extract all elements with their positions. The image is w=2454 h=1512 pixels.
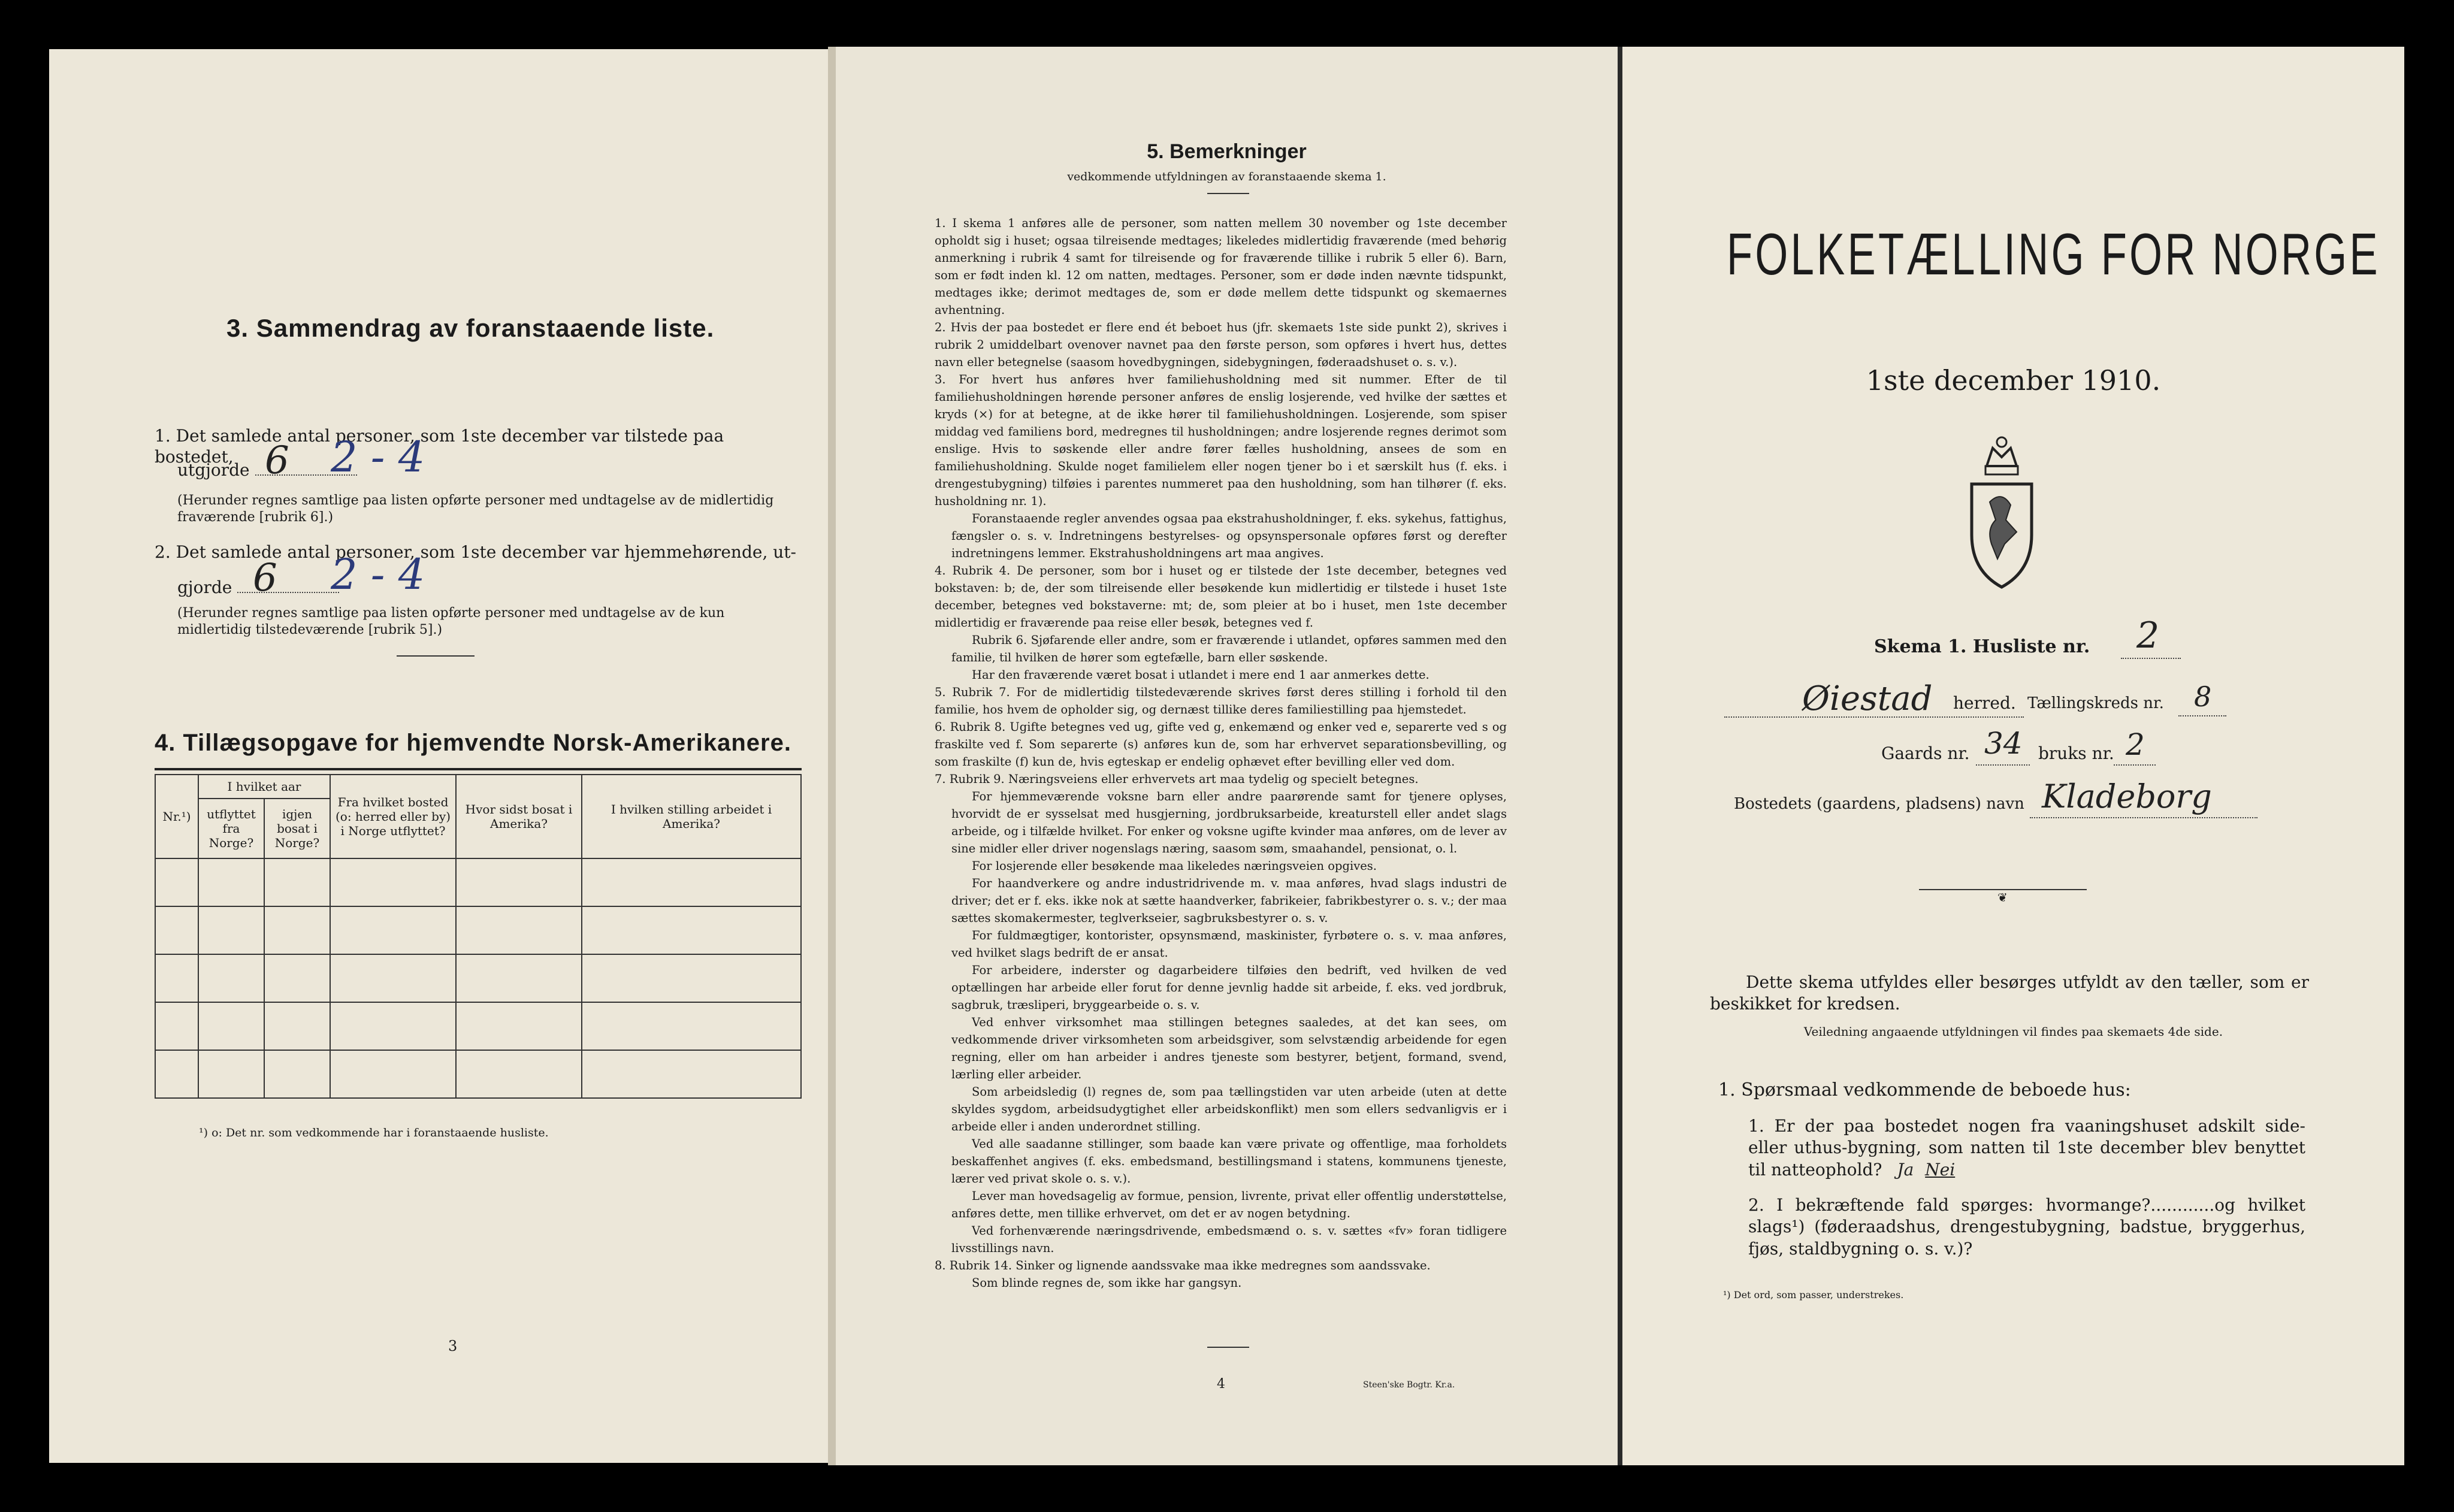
census-title: FOLKETÆLLING FOR NORGE — [1727, 221, 2380, 287]
remark-paragraph: 6. Rubrik 8. Ugifte betegnes ved ug, gifte ved g, enkemænd og enker ved e, separerte ved s og fraskilte ved f. Som separerte (s) anføres kun de, som har erhvervet separationsbevilling, og som fraskilte (f) kun de, hvis egteskap er endelig ophævet efter bevilling eller ved dom. — [935, 720, 1507, 769]
table-row — [155, 906, 801, 954]
table-footnote: ¹) o: Det nr. som vedkommende har i foranstaaende husliste. — [199, 1126, 549, 1139]
gaards-value: 34 — [1984, 726, 2023, 761]
item1-value: 6 — [265, 439, 289, 483]
item1-extra: 2 - 4 — [331, 433, 425, 482]
summary-item-2: 2. Det samlede antal personer, som 1ste december var hjemmehørende, ut- — [155, 542, 796, 562]
remark-paragraph: For arbeidere, inderster og dagarbeidere tilføies den bedrift, ved hvilken de ved optællingen har arbeide eller forut for denne jevnlig hadde sit arbeide, f. eks. ved jordbruk, sagbruk, træsliperi, bryggearbeide o. s. v. — [951, 963, 1507, 1012]
census-date: 1ste december 1910. — [1866, 364, 2161, 397]
herred-label: herred. — [1953, 693, 2016, 713]
remark-paragraph: 4. Rubrik 4. De personer, som bor i huset og er tilstede der 1ste december, betegnes ved bokstaven: b; de, der som tilreisende eller besøkende kun midlertidig er tilstede i huset 1ste december, betegnes ved bokstaverne: mt; de, som pleier at bo i huset, men 1ste december midlertidig er fraværende paa reise eller besøk, betegnes ved f. — [935, 564, 1507, 630]
remark-paragraph: For haandverkere og andre industridrivende m. v. maa anføres, hvad slags industri de driver; det er f. eks. ikke nok at sætte haandverker, fabrikeier, fabrikbestyrer o. s. v.; der maa sættes skomakermester, teglverkseier, sagbruksbestyrer o. s. v. — [951, 876, 1507, 925]
question-1-text: 1. Er der paa bostedet nogen fra vaaningshuset adskilt side- eller uthus-bygning, som natten til 1ste december blev benyttet til natteophold? — [1748, 1116, 2305, 1180]
remark-paragraph: Ved alle saadanne stillinger, som baade kan være private og offentlige, maa forholdets beskaffenhet angives (f. eks. embedsmand, bestillingsmand i statens, kommunens tjeneste, lærer ved privat skole o. s. v.). — [951, 1137, 1507, 1186]
remark-paragraph: Har den fraværende været bosat i utlandet i mere end 1 aar anmerkes dette. — [972, 668, 1430, 682]
remark-paragraph: 8. Rubrik 14. Sinker og lignende aandssvake maa ikke medregnes som aandssvake. — [935, 1259, 1431, 1272]
divider — [1207, 193, 1249, 194]
remark-paragraph: 7. Rubrik 9. Næringsveiens eller erhvervets art maa tydelig og specielt betegnes. — [935, 772, 1419, 786]
col-returned: igjen bosat i Norge? — [264, 799, 330, 858]
remark-paragraph: For fuldmægtiger, kontorister, opsynsmænd, maskinister, fyrbøtere o. s. v. maa anføres, ved hvilket slags bedrift de er ansat. — [951, 929, 1507, 960]
bruks-value: 2 — [2126, 727, 2145, 762]
husliste-value: 2 — [2136, 615, 2160, 657]
remarks-title: 5. Bemerkninger — [1147, 140, 1307, 163]
remark-paragraph: Ved enhver virksomhet maa stillingen betegnes saaledes, at det kan sees, om vedkommende driver virksomheten som arbeidsgiver, som selvstændig arbeidende for egen regning, eller om han arbeider i andres tjeneste som bestyrer, betjent, formand, svend, lærling eller arbeider. — [951, 1015, 1507, 1081]
table-row — [155, 1050, 801, 1098]
question-1-answer-label: Ja — [1897, 1159, 1914, 1180]
item2-value: 6 — [253, 556, 277, 600]
bosted-label: Bostedets (gaardens, pladsens) navn — [1734, 795, 2024, 813]
remark-paragraph: 3. For hvert hus anføres hver familiehusholdning med sit nummer. Efter de til familiehusholdningen hørende personer anføres de enslig losjerende, ved hvilke der sættes et kryds (×) for at betegne, at de ikke hører til familiehusholdningen. Losjerende, som spiser middag ved familiens bord, medregnes til husholdningen; andre losjerende regnes derimot som enslige. Hvis to søskende eller andre fører fælles husholdning, ansees de som en familiehusholdning. Skulde noget familielem eller nogen tjener bo i et særskilt hus (f. eks. i drengestubygning) tilføies i parentes nummeret paa den husholdning, som han tilhører (f. eks. husholdning nr. 1). — [935, 373, 1507, 508]
instruction-text: Dette skema utfyldes eller besørges utfyldt av den tæller, som er beskikket for kredsen. — [1710, 972, 2309, 1014]
item2-extra: 2 - 4 — [331, 550, 425, 599]
col-last-residence: Hvor sidst bosat i Amerika? — [456, 775, 582, 858]
remarks-subtitle: vedkommende utfyldningen av foranstaaende skema 1. — [1067, 170, 1386, 183]
kreds-value: 8 — [2194, 681, 2212, 713]
page-number: 4 — [1217, 1377, 1225, 1392]
gaards-label: Gaards nr. — [1881, 743, 1970, 763]
table-row — [155, 858, 801, 906]
remark-paragraph: Som arbeidsledig (l) regnes de, som paa tællingstiden var uten arbeide (uten at dette skyldes sygdom, arbeidsudygtighet eller arbeidskonflikt) men som ellers sedvanligvis er i arbeide eller i anden underordnet stilling. — [951, 1085, 1507, 1133]
item2-prefix: gjorde — [177, 577, 232, 597]
printer-imprint: Steen'ske Bogtr. Kr.a. — [1363, 1380, 1455, 1390]
remark-paragraph: Foranstaaende regler anvendes ogsaa paa ekstrahusholdninger, f. eks. sykehus, fattighus, fængsler o. s. v. Indretningens bestyrelses- og opsynspersonale opføres først og derefter indretningens lemmer. Ekstrahusholdningens art maa angives. — [951, 512, 1507, 560]
bosted-value: Kladeborg — [2042, 778, 2212, 815]
page-fold-left — [828, 47, 836, 1465]
ornament-icon: ❦ — [1997, 890, 2008, 905]
table-row — [155, 954, 801, 1002]
col-nr: Nr.¹) — [155, 775, 198, 858]
page-4-remarks — [836, 47, 1618, 1465]
remark-paragraph: Lever man hovedsagelig av formue, pension, livrente, privat eller offentlig understøttelse, anføres dette, men tillike erhvervet, om det er av nogen betydning. — [951, 1189, 1507, 1220]
question-1 — [1748, 1115, 2305, 1181]
col-group-year: I hvilket aar — [198, 775, 330, 799]
skema-label: Skema 1. Husliste nr. — [1874, 636, 2090, 657]
cover-footnote: ¹) Det ord, som passer, understrekes. — [1723, 1289, 1904, 1301]
col-occupation: I hvilken stilling arbeidet i Amerika? — [582, 775, 801, 858]
table-row — [155, 1002, 801, 1050]
summary-item-1-note: (Herunder regnes samtlige paa listen opførte personer med undtagelse av de midlertidig fraværende [rubrik 6].) — [177, 493, 774, 525]
summary-item-1: 1. Det samlede antal personer, som 1ste december var tilstede paa bostedet, — [155, 426, 724, 467]
herred-value: Øiestad — [1802, 679, 1933, 718]
divider — [397, 655, 475, 657]
item1-prefix: utgjorde — [177, 460, 250, 480]
col-from-place: Fra hvilket bosted (o: herred eller by) i Norge utflyttet? — [330, 775, 456, 858]
bruks-label: bruks nr. — [2038, 743, 2114, 763]
section-3-title: 3. Sammendrag av foranstaaende liste. — [226, 314, 715, 342]
remark-paragraph: Rubrik 6. Sjøfarende eller andre, som er fraværende i utlandet, opføres sammen med den familie, til hvilken de hører som egtefælle, barn eller søskende. — [951, 633, 1507, 664]
remark-paragraph: 5. Rubrik 7. For de midlertidig tilstedeværende skrives først deres stilling i forhold til den familie, hos hvem de opholder sig, og dernæst tillike deres familiestilling paa hjemstedet. — [935, 685, 1507, 716]
section-4-title: 4. Tillægsopgave for hjemvendte Norsk-Amerikanere. — [155, 730, 791, 756]
question-2: 2. I bekræftende fald spørges: hvormange?............og hvilket slags¹) (føderaadshus, drengestubygning, badstue, bryggerhus, fjøs, staldbygning o. s. v.)? — [1748, 1195, 2305, 1259]
kreds-label: Tællingskreds nr. — [2027, 694, 2164, 712]
page-number: 3 — [448, 1338, 458, 1354]
divider — [1207, 1347, 1249, 1348]
remark-paragraph: For hjemmeværende voksne barn eller andre paarørende samt for tjenere oplyses, hvorvidt de er sysselsat med husgjerning, jordbruksarbeide, kreaturstell eller andet slags arbeide, og i tilfælde hvilket. For enker og voksne ugifte kvinder maa anføres, om de lever av sine midler eller driver nogenslags næring, saasom søm, smaahandel, pensionat, o. l. — [951, 790, 1507, 855]
remark-paragraph: Som blinde regnes de, som ikke har gangsyn. — [972, 1276, 1242, 1290]
remark-paragraph: For losjerende eller besøkende maa likeledes næringsveien opgives. — [972, 859, 1377, 873]
question-1-answer: Nei — [1925, 1159, 1956, 1180]
remark-paragraph: 2. Hvis der paa bostedet er flere end ét beboet hus (jfr. skemaets 1ste side punkt 2), skrives i rubrik 2 umiddelbart ovenover navnet paa den første person, som opføres i hvert hus, dettes navn eller betegnelse (saasom hovedbygningen, sidebygningen, føderaadshuset o. s. v.). — [935, 320, 1507, 369]
norsk-amerikanere-table — [155, 774, 802, 1099]
page-1-cover — [1622, 47, 2404, 1465]
col-emigrated: utflyttet fra Norge? — [198, 799, 264, 858]
remarks-body — [935, 214, 1507, 1292]
remark-paragraph: Ved forhenværende næringsdrivende, embedsmænd o. s. v. sættes «fv» foran tidligere livsstillings navn. — [951, 1224, 1507, 1255]
remark-paragraph: 1. I skema 1 anføres alle de personer, som natten mellem 30 november og 1ste december opholdt sig i huset; ogsaa tilreisende medtages; likeledes midlertidig fraværende (med behørig anmerkning i rubrik 4 samt for tilreisende og for fraværende tillike i rubrik 5 eller 6). Barn, som er født inden kl. 12 om natten, medtages. Personer, som er døde inden nævnte tidspunkt, medtages ikke; derimot medtages de, som er døde mellem dette tidspunkt og skemaernes avhentning. — [935, 216, 1507, 317]
questions-heading: 1. Spørsmaal vedkommende de beboede hus: — [1718, 1079, 2131, 1100]
summary-item-2-note: (Herunder regnes samtlige paa listen opførte personer med undtagelse av de kun midlertidig tilstedeværende [rubrik 5].) — [177, 606, 725, 637]
instruction-subtext: Veiledning angaaende utfyldningen vil findes paa skemaets 4de side. — [1803, 1024, 2223, 1039]
coat-of-arms-icon — [1963, 430, 2041, 592]
page-3-summary — [49, 49, 828, 1463]
table-top-rule — [155, 768, 802, 770]
